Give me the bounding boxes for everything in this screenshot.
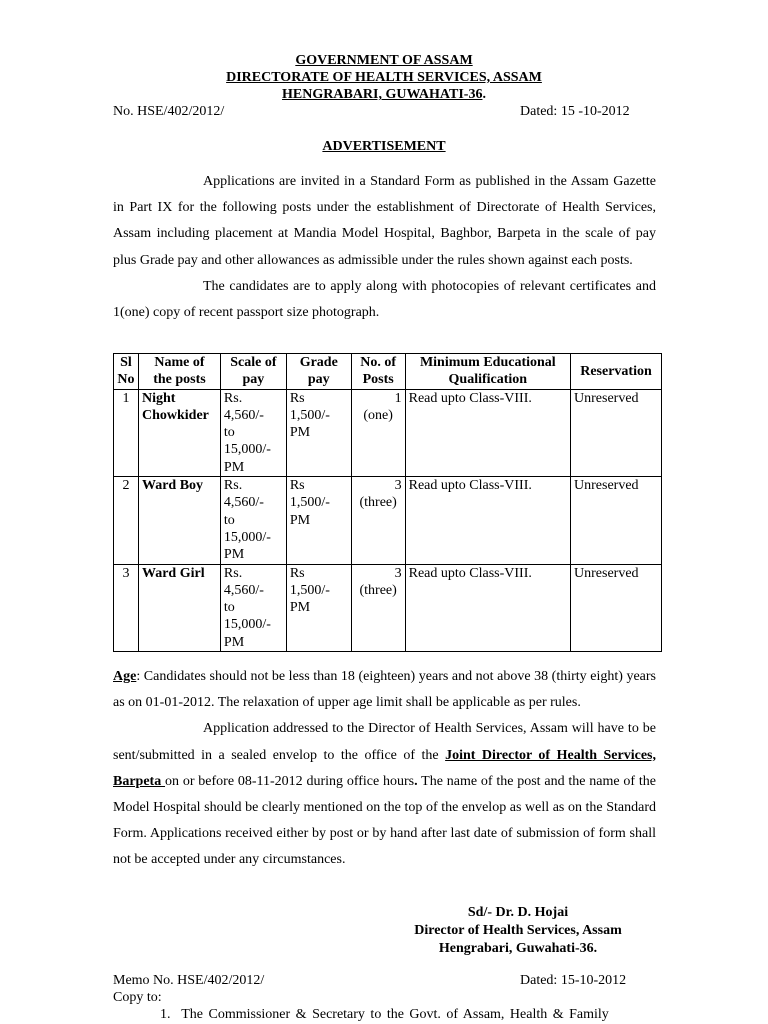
application-part1: Application addressed to the Director of Health Services, Assam will have to be sent/submitted in a sealed envelop to the office of the xyxy=(113,721,656,763)
scale-2: 4,560/- xyxy=(223,582,264,598)
grade-2: 1,500/- xyxy=(289,407,330,423)
grade-3: PM xyxy=(289,600,311,616)
row-post-name xyxy=(138,477,220,564)
header-name xyxy=(138,354,220,390)
row-posts xyxy=(351,564,405,651)
table-row xyxy=(114,477,662,564)
scale-2: 4,560/- xyxy=(223,495,264,511)
header-sl-1: Sl xyxy=(120,355,132,370)
advertisement-title: ADVERTISEMENT xyxy=(322,139,446,154)
intro-paragraph-1: Applications are invited in a Standard Form as published in the Assam Gazette in Part IX for the following posts under the establishment of Directorate of Health Services, Assam including placement at Mandia Model Hospital, Baghbor, Barpeta in the scale of pay plus Grade pay and other allowances as admissible under the rules shown against each posts. xyxy=(113,174,656,268)
header-directorate: DIRECTORATE OF HEALTH SERVICES, ASSAM xyxy=(226,70,542,85)
posts-words: (three) xyxy=(359,495,397,511)
table-row xyxy=(114,564,662,651)
header-sl xyxy=(114,354,139,390)
grade-3: PM xyxy=(289,425,311,441)
row-reservation: Unreserved xyxy=(571,564,662,651)
header-address-period: . xyxy=(482,87,486,102)
table-header-row xyxy=(114,354,662,390)
application-office: Joint Director of Health Services, Barpeta xyxy=(113,747,656,789)
row-posts xyxy=(351,389,405,476)
header-name-2: the posts xyxy=(153,372,206,388)
row-scale xyxy=(220,389,286,476)
scale-5: PM xyxy=(223,459,245,475)
scale-3: to xyxy=(223,425,235,441)
posts-count: 3 xyxy=(394,478,402,494)
header-address xyxy=(0,87,768,103)
row-qualification: Read upto Class-VIII. xyxy=(405,389,570,476)
row-post-name-1: Ward Girl xyxy=(141,565,205,581)
header-posts-1: No. of xyxy=(360,355,397,370)
row-post-name-2: Chowkider xyxy=(141,407,209,423)
header-grade xyxy=(286,354,351,390)
header-scale-1: Scale of xyxy=(230,355,277,370)
row-reservation: Unreserved xyxy=(571,477,662,564)
scale-5: PM xyxy=(223,634,245,650)
row-scale xyxy=(220,477,286,564)
signature-block xyxy=(134,904,768,958)
scale-4: 15,000/- xyxy=(223,442,271,458)
memo-number: Memo No. HSE/402/2012/ xyxy=(113,973,265,988)
row-post-name-1: Ward Boy xyxy=(141,478,204,494)
grade-1: Rs xyxy=(289,390,305,406)
grade-1: Rs xyxy=(289,478,305,494)
row-sl: 1 xyxy=(114,389,139,476)
header-posts-2: Posts xyxy=(362,372,394,388)
table-row xyxy=(114,389,662,476)
row-post-name xyxy=(138,564,220,651)
scale-3: to xyxy=(223,512,235,528)
age-text: : Candidates should not be less than 18 (eighteen) years and not above 38 (thirty eight) years as on 01-01-2012. The relaxation of upper age limit shall be applicable as per rules. xyxy=(113,669,656,711)
age-label: Age xyxy=(113,669,137,684)
row-qualification: Read upto Class-VIII. xyxy=(405,477,570,564)
row-posts xyxy=(351,477,405,564)
header-name-1: Name of xyxy=(154,355,205,370)
row-qualification: Read upto Class-VIII. xyxy=(405,564,570,651)
grade-2: 1,500/- xyxy=(289,495,330,511)
application-period: . xyxy=(414,773,418,789)
row-reservation: Unreserved xyxy=(571,389,662,476)
row-sl: 3 xyxy=(114,564,139,651)
row-post-name-1: Night xyxy=(141,390,176,406)
header-qual-2: Qualification xyxy=(448,372,528,388)
row-grade xyxy=(286,477,351,564)
application-part3: The name of the post and the name of the Model Hospital should be clearly mentioned on the top of the envelop as well as on the Standard Form. Applications received either by post or by hand after last date of submission of form shall not be accepted under any circumstances. xyxy=(113,773,656,868)
header-government: GOVERNMENT OF ASSAM xyxy=(295,53,473,68)
header-posts xyxy=(351,354,405,390)
reference-number: No. HSE/402/2012/ xyxy=(113,104,225,119)
row-grade xyxy=(286,564,351,651)
application-paragraph xyxy=(113,716,656,873)
posts-table xyxy=(113,353,662,652)
grade-3: PM xyxy=(289,512,311,528)
posts-words: (three) xyxy=(359,582,397,598)
scale-3: to xyxy=(223,600,235,616)
header-qualification xyxy=(405,354,570,390)
copy-to-label: Copy to: xyxy=(113,990,162,1005)
header-grade-2: pay xyxy=(307,372,330,388)
signature-name: Sd/- Dr. D. Hojai xyxy=(467,905,569,920)
row-post-name xyxy=(138,389,220,476)
header-reservation: Reservation xyxy=(571,354,662,390)
intro-paragraph-2: The candidates are to apply along with photocopies of relevant certificates and 1(one) copy of recent passport size photograph. xyxy=(113,278,656,321)
row-sl: 2 xyxy=(114,477,139,564)
application-part2: on or before 08-11-2012 during office hours xyxy=(165,773,415,789)
scale-1: Rs. xyxy=(223,390,243,406)
row-scale xyxy=(220,564,286,651)
intro-block xyxy=(113,169,656,326)
header-scale xyxy=(220,354,286,390)
scale-2: 4,560/- xyxy=(223,407,264,423)
scale-1: Rs. xyxy=(223,478,243,494)
scale-1: Rs. xyxy=(223,565,243,581)
grade-2: 1,500/- xyxy=(289,582,330,598)
body-block xyxy=(113,664,656,874)
row-grade xyxy=(286,389,351,476)
header-qual-1: Minimum Educational xyxy=(419,355,556,370)
posts-words: (one) xyxy=(363,407,393,423)
header-sl-2: No xyxy=(117,372,135,388)
scale-4: 15,000/- xyxy=(223,529,271,545)
posts-count: 3 xyxy=(394,565,402,581)
copy-to-item-1: 1. The Commissioner & Secretary to the Govt. of Assam, Health & Family xyxy=(160,1007,609,1022)
scale-5: PM xyxy=(223,547,245,563)
age-paragraph xyxy=(113,664,656,716)
header-address-text: HENGRABARI, GUWAHATI-36 xyxy=(282,87,483,102)
signature-title: Director of Health Services, Assam xyxy=(414,923,622,938)
header-grade-1: Grade xyxy=(299,355,338,370)
signature-address: Hengrabari, Guwahati-36. xyxy=(438,941,598,956)
scale-4: 15,000/- xyxy=(223,617,271,633)
grade-1: Rs xyxy=(289,565,305,581)
posts-count: 1 xyxy=(394,390,402,406)
header-scale-2: pay xyxy=(242,372,265,388)
memo-date: Dated: 15-10-2012 xyxy=(520,973,627,988)
reference-date: Dated: 15 -10-2012 xyxy=(520,104,630,119)
